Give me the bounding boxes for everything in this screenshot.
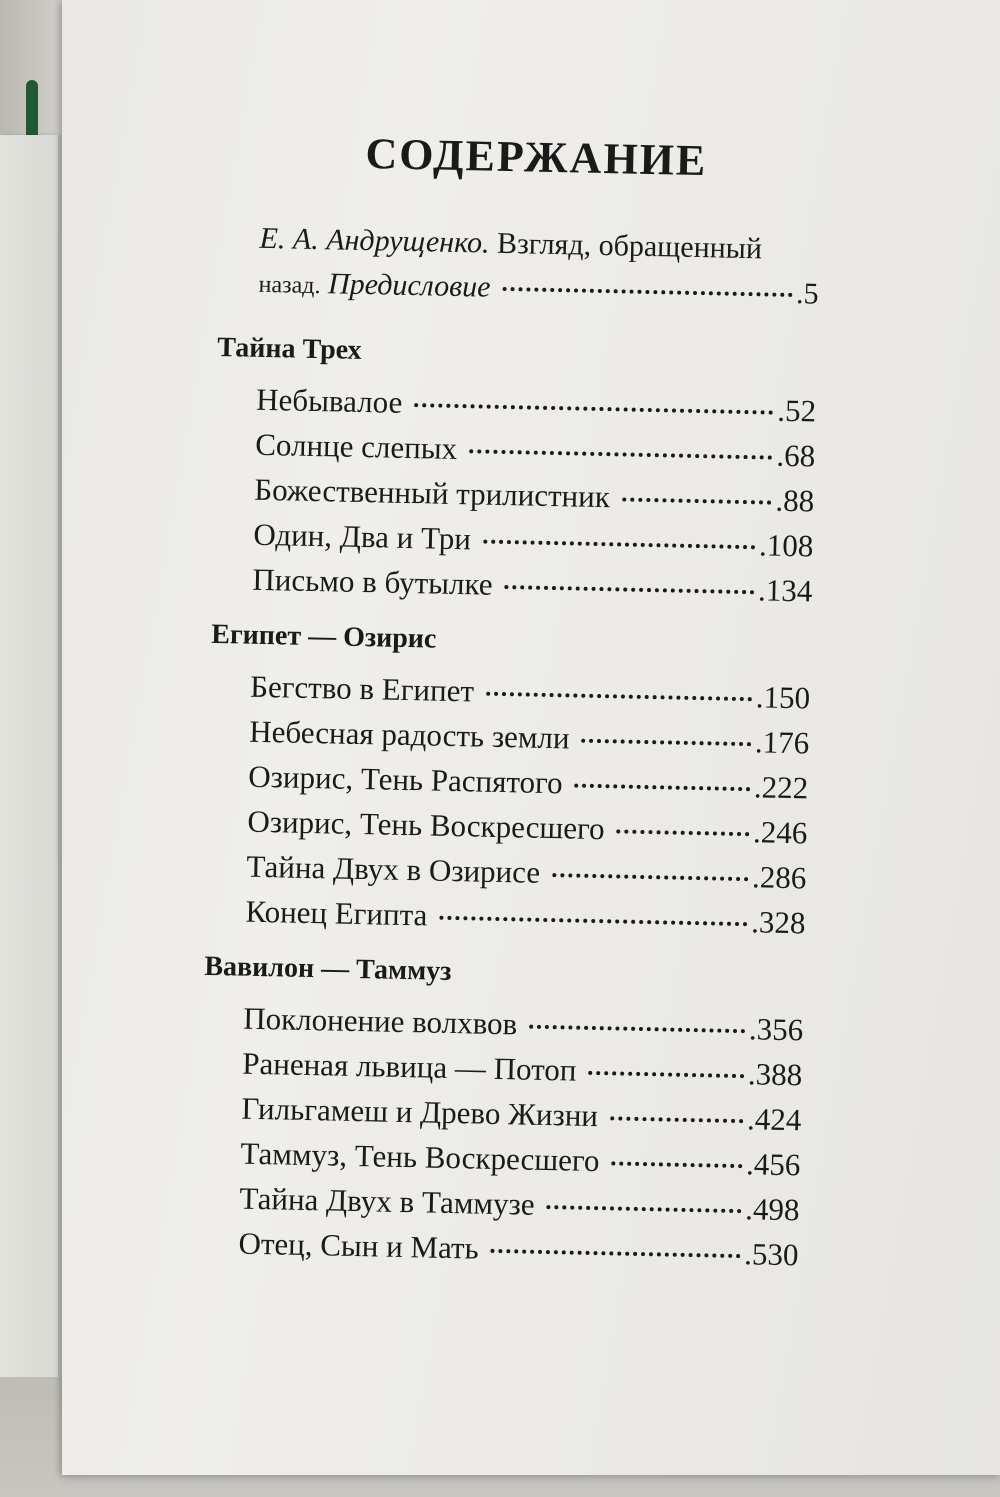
preface-title-end: назад. xyxy=(258,271,321,300)
page-number: . 530 xyxy=(744,1231,799,1277)
leader-dots xyxy=(529,1025,745,1034)
leader-dots xyxy=(486,692,752,702)
page-number: . 108 xyxy=(759,522,814,568)
leader-dots xyxy=(491,1249,741,1258)
preface-author: Е. А. Андрущенко. xyxy=(259,221,490,260)
page-number: . 176 xyxy=(754,719,809,765)
section-heading: Египет — Озирис xyxy=(211,618,437,655)
leader-dots xyxy=(414,403,773,415)
entry-title: Небесная радость земли xyxy=(248,713,570,756)
page-number: . 150 xyxy=(755,674,810,720)
entry-title: Тайна Двух в Таммузе xyxy=(239,1180,535,1222)
page-title: СОДЕРЖАНИЕ xyxy=(364,129,708,186)
leader-dots xyxy=(610,1116,743,1123)
leader-dots xyxy=(552,873,748,881)
entry-title: Озирис, Тень Воскресшего xyxy=(247,803,605,847)
page-number: . 88 xyxy=(775,478,815,524)
leader-dots xyxy=(611,1161,742,1168)
page-number: . 424 xyxy=(747,1096,802,1142)
preface-label: Предисловие xyxy=(327,267,491,304)
entry-title: Бегство в Египет xyxy=(249,668,475,709)
toc-sections xyxy=(198,332,817,1277)
leader-dots xyxy=(581,739,750,747)
entry-title: Тайна Двух в Озирисе xyxy=(246,848,541,890)
page-number: . 356 xyxy=(748,1006,803,1052)
page-number: . 286 xyxy=(752,854,807,900)
entry-title: Один, Два и Три xyxy=(253,516,472,557)
page-number: . 456 xyxy=(746,1141,801,1187)
entry-title: Божественный трилистник xyxy=(254,471,611,515)
page-number: . 68 xyxy=(776,433,816,479)
entry-title: Солнце слепых xyxy=(254,426,458,466)
leader-dots xyxy=(616,829,749,836)
page-number: . 388 xyxy=(748,1051,803,1097)
leader-dots xyxy=(483,540,755,550)
left-page xyxy=(0,135,58,1385)
leader-dots xyxy=(439,916,747,926)
leader-dots xyxy=(547,1205,742,1213)
book-page xyxy=(62,0,1000,1475)
entry-title: Озирис, Тень Распятого xyxy=(248,758,563,801)
leader-dots xyxy=(469,449,772,459)
entry-title: Таммуз, Тень Воскресшего xyxy=(240,1135,600,1179)
section-heading: Тайна Трех xyxy=(217,331,362,366)
page-number: . 222 xyxy=(754,764,809,810)
entry-title: Раненая львица — Потоп xyxy=(241,1045,577,1088)
entry-title: Отец, Сын и Мать xyxy=(238,1225,480,1266)
section-heading: Вавилон — Таммуз xyxy=(204,950,452,987)
entry-title: Письмо в бутылке xyxy=(252,561,493,602)
entry-title: Небывалое xyxy=(255,381,403,420)
leader-dots xyxy=(622,497,772,504)
leader-dots xyxy=(574,784,750,792)
preface-title-part: Взгляд, обращенный xyxy=(496,226,763,266)
page-number: . 5 xyxy=(796,272,819,316)
page-number: . 498 xyxy=(745,1186,800,1232)
page-number: . 246 xyxy=(753,809,808,855)
entry-title: Конец Египта xyxy=(245,893,428,933)
preface-entry xyxy=(258,217,820,319)
entry-title: Гильгамеш и Древо Жизни xyxy=(241,1090,599,1134)
leader-dots xyxy=(502,287,792,297)
entry-title: Поклонение волхвов xyxy=(242,1000,518,1042)
page-number: . 134 xyxy=(758,567,813,613)
page-number: . 328 xyxy=(751,899,806,945)
page-number: . 52 xyxy=(777,388,817,434)
leader-dots xyxy=(588,1071,744,1078)
table-of-contents xyxy=(198,125,822,1277)
leader-dots xyxy=(504,585,754,594)
